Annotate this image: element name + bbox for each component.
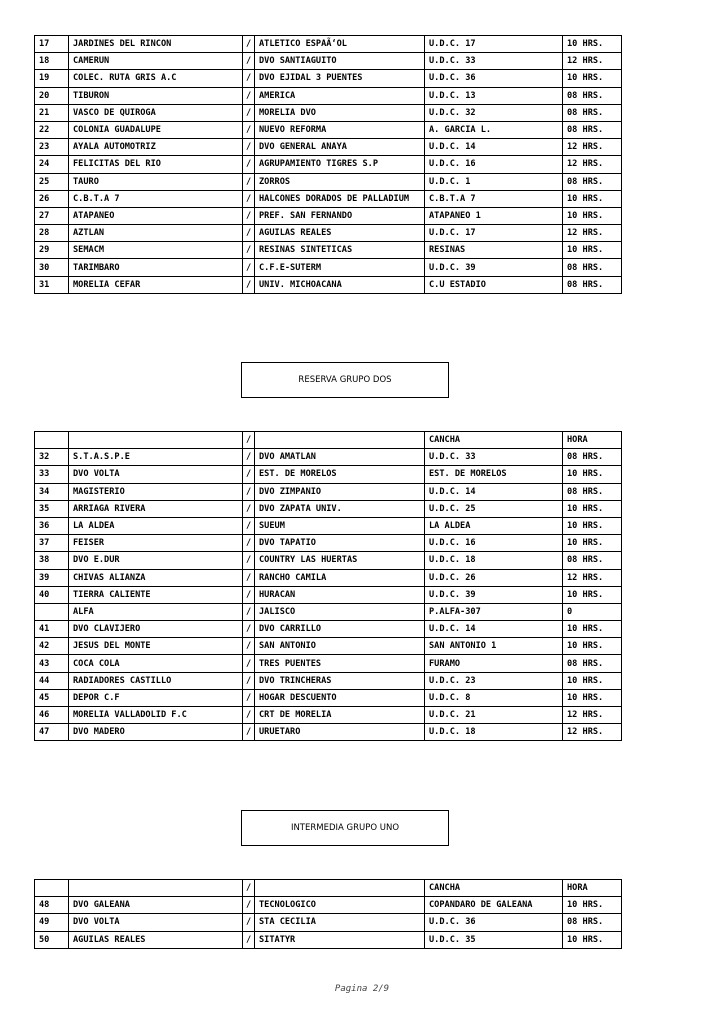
separator-cell: / bbox=[243, 156, 255, 173]
table-row bbox=[35, 449, 622, 466]
venue-cell: U.D.C. 16 bbox=[425, 156, 563, 173]
home-team-cell: ARRIAGA RIVERA bbox=[69, 500, 243, 517]
venue-cell: C.U ESTADIO bbox=[425, 276, 563, 293]
venue-cell: U.D.C. 1 bbox=[425, 173, 563, 190]
section-title-intermedia bbox=[241, 810, 449, 846]
away-team-cell: DVO ZAPATA UNIV. bbox=[255, 500, 425, 517]
table-row bbox=[35, 500, 622, 517]
time-cell: HORA bbox=[563, 432, 622, 449]
match-number-cell: 22 bbox=[35, 121, 69, 138]
separator-cell: / bbox=[243, 535, 255, 552]
match-number-cell: 37 bbox=[35, 535, 69, 552]
separator-cell: / bbox=[243, 586, 255, 603]
separator-cell: / bbox=[243, 449, 255, 466]
home-team-cell: DVO GALEANA bbox=[69, 897, 243, 914]
table-row bbox=[35, 672, 622, 689]
time-cell: 10 HRS. bbox=[563, 207, 622, 224]
separator-cell: / bbox=[243, 87, 255, 104]
match-number-cell: 23 bbox=[35, 139, 69, 156]
separator-cell: / bbox=[243, 70, 255, 87]
venue-cell: U.D.C. 14 bbox=[425, 483, 563, 500]
match-number-cell: 28 bbox=[35, 225, 69, 242]
venue-cell: ATAPANEO 1 bbox=[425, 207, 563, 224]
separator-cell: / bbox=[243, 207, 255, 224]
time-cell: 10 HRS. bbox=[563, 517, 622, 534]
table-row bbox=[35, 259, 622, 276]
home-team-cell: LA ALDEA bbox=[69, 517, 243, 534]
time-cell: 08 HRS. bbox=[563, 121, 622, 138]
home-team-cell: DVO VOLTA bbox=[69, 914, 243, 931]
table-row bbox=[35, 552, 622, 569]
venue-cell: U.D.C. 32 bbox=[425, 104, 563, 121]
separator-cell: / bbox=[243, 242, 255, 259]
separator-cell: / bbox=[243, 500, 255, 517]
match-number-cell: 46 bbox=[35, 707, 69, 724]
time-cell: 12 HRS. bbox=[563, 156, 622, 173]
home-team-cell: CAMERUN bbox=[69, 53, 243, 70]
time-cell: 10 HRS. bbox=[563, 535, 622, 552]
time-cell: 10 HRS. bbox=[563, 689, 622, 706]
match-number-cell: 42 bbox=[35, 638, 69, 655]
time-cell: 10 HRS. bbox=[563, 500, 622, 517]
match-number-cell: 33 bbox=[35, 466, 69, 483]
away-team-cell: DVO GENERAL ANAYA bbox=[255, 139, 425, 156]
home-team-cell: MAGISTERIO bbox=[69, 483, 243, 500]
venue-cell: CANCHA bbox=[425, 432, 563, 449]
venue-cell: U.D.C. 39 bbox=[425, 586, 563, 603]
venue-cell: U.D.C. 36 bbox=[425, 70, 563, 87]
away-team-cell: STA CECILIA bbox=[255, 914, 425, 931]
venue-cell: U.D.C. 18 bbox=[425, 724, 563, 741]
separator-cell: / bbox=[243, 104, 255, 121]
away-team-cell: EST. DE MORELOS bbox=[255, 466, 425, 483]
venue-cell: EST. DE MORELOS bbox=[425, 466, 563, 483]
time-cell: 12 HRS. bbox=[563, 569, 622, 586]
venue-cell: U.D.C. 8 bbox=[425, 689, 563, 706]
away-team-cell: DVO ZIMPANIO bbox=[255, 483, 425, 500]
match-number-cell: 31 bbox=[35, 276, 69, 293]
table-row bbox=[35, 535, 622, 552]
away-team-cell: DVO EJIDAL 3 PUENTES bbox=[255, 70, 425, 87]
away-team-cell: COUNTRY LAS HUERTAS bbox=[255, 552, 425, 569]
away-team-cell: UNIV. MICHOACANA bbox=[255, 276, 425, 293]
away-team-cell: DVO CARRILLO bbox=[255, 621, 425, 638]
venue-cell: LA ALDEA bbox=[425, 517, 563, 534]
away-team-cell: TRES PUENTES bbox=[255, 655, 425, 672]
time-cell: 12 HRS. bbox=[563, 225, 622, 242]
home-team-cell: JESUS DEL MONTE bbox=[69, 638, 243, 655]
match-number-cell bbox=[35, 603, 69, 620]
separator-cell: / bbox=[243, 621, 255, 638]
match-number-cell bbox=[35, 880, 69, 897]
home-team-cell: MORELIA CEFAR bbox=[69, 276, 243, 293]
match-number-cell: 49 bbox=[35, 914, 69, 931]
away-team-cell: MORELIA DVO bbox=[255, 104, 425, 121]
match-number-cell: 43 bbox=[35, 655, 69, 672]
time-cell: 10 HRS. bbox=[563, 672, 622, 689]
time-cell: 10 HRS. bbox=[563, 586, 622, 603]
section-title-text: RESERVA GRUPO DOS bbox=[298, 375, 392, 385]
home-team-cell: ALFA bbox=[69, 603, 243, 620]
venue-cell: U.D.C. 35 bbox=[425, 931, 563, 948]
venue-cell: U.D.C. 21 bbox=[425, 707, 563, 724]
separator-cell: / bbox=[243, 139, 255, 156]
away-team-cell: ATLETICO ESPAÃ‘OL bbox=[255, 36, 425, 53]
table-row bbox=[35, 53, 622, 70]
match-number-cell: 40 bbox=[35, 586, 69, 603]
schedule-table-reserva bbox=[34, 431, 622, 741]
match-number-cell: 17 bbox=[35, 36, 69, 53]
table-row bbox=[35, 276, 622, 293]
time-cell: 10 HRS. bbox=[563, 621, 622, 638]
time-cell: 10 HRS. bbox=[563, 70, 622, 87]
separator-cell: / bbox=[243, 603, 255, 620]
match-number-cell: 25 bbox=[35, 173, 69, 190]
separator-cell: / bbox=[243, 483, 255, 500]
match-number-cell: 38 bbox=[35, 552, 69, 569]
time-cell: 08 HRS. bbox=[563, 173, 622, 190]
away-team-cell: C.F.E-SUTERM bbox=[255, 259, 425, 276]
time-cell: 12 HRS. bbox=[563, 139, 622, 156]
time-cell: 12 HRS. bbox=[563, 707, 622, 724]
time-cell: 10 HRS. bbox=[563, 897, 622, 914]
away-team-cell: DVO AMATLAN bbox=[255, 449, 425, 466]
venue-cell: FURAMO bbox=[425, 655, 563, 672]
time-cell: 08 HRS. bbox=[563, 276, 622, 293]
away-team-cell: HOGAR DESCUENTO bbox=[255, 689, 425, 706]
section-title-text: INTERMEDIA GRUPO UNO bbox=[290, 823, 400, 833]
table-row bbox=[35, 466, 622, 483]
venue-cell: U.D.C. 14 bbox=[425, 621, 563, 638]
away-team-cell: HURACAN bbox=[255, 586, 425, 603]
home-team-cell: TAURO bbox=[69, 173, 243, 190]
separator-cell: / bbox=[243, 724, 255, 741]
table-row bbox=[35, 897, 622, 914]
venue-cell: SAN ANTONIO 1 bbox=[425, 638, 563, 655]
match-number-cell: 47 bbox=[35, 724, 69, 741]
table-row bbox=[35, 689, 622, 706]
venue-cell: P.ALFA-307 bbox=[425, 603, 563, 620]
time-cell: 10 HRS. bbox=[563, 36, 622, 53]
match-number-cell: 24 bbox=[35, 156, 69, 173]
match-number-cell: 21 bbox=[35, 104, 69, 121]
home-team-cell: JARDINES DEL RINCON bbox=[69, 36, 243, 53]
match-number-cell: 34 bbox=[35, 483, 69, 500]
time-cell: 10 HRS. bbox=[563, 466, 622, 483]
table-row bbox=[35, 87, 622, 104]
table-row bbox=[35, 914, 622, 931]
away-team-cell: SAN ANTONIO bbox=[255, 638, 425, 655]
separator-cell: / bbox=[243, 638, 255, 655]
match-number-cell bbox=[35, 432, 69, 449]
away-team-cell: TECNOLOGICO bbox=[255, 897, 425, 914]
away-team-cell: URUETARO bbox=[255, 724, 425, 741]
table-row bbox=[35, 724, 622, 741]
separator-cell: / bbox=[243, 466, 255, 483]
table-row bbox=[35, 569, 622, 586]
table-row bbox=[35, 156, 622, 173]
away-team-cell: SUEUM bbox=[255, 517, 425, 534]
home-team-cell: FELICITAS DEL RIO bbox=[69, 156, 243, 173]
table-row bbox=[35, 104, 622, 121]
away-team-cell bbox=[255, 432, 425, 449]
home-team-cell: COCA COLA bbox=[69, 655, 243, 672]
separator-cell: / bbox=[243, 173, 255, 190]
home-team-cell: TIBURON bbox=[69, 87, 243, 104]
away-team-cell bbox=[255, 880, 425, 897]
match-number-cell: 45 bbox=[35, 689, 69, 706]
separator-cell: / bbox=[243, 36, 255, 53]
venue-cell: C.B.T.A 7 bbox=[425, 190, 563, 207]
home-team-cell: TARIMBARO bbox=[69, 259, 243, 276]
home-team-cell bbox=[69, 880, 243, 897]
separator-cell: / bbox=[243, 517, 255, 534]
away-team-cell: ZORROS bbox=[255, 173, 425, 190]
venue-cell: U.D.C. 13 bbox=[425, 87, 563, 104]
time-cell: 12 HRS. bbox=[563, 53, 622, 70]
home-team-cell: C.B.T.A 7 bbox=[69, 190, 243, 207]
venue-cell: U.D.C. 14 bbox=[425, 139, 563, 156]
separator-cell: / bbox=[243, 259, 255, 276]
home-team-cell: CHIVAS ALIANZA bbox=[69, 569, 243, 586]
separator-cell: / bbox=[243, 897, 255, 914]
table-row bbox=[35, 432, 622, 449]
venue-cell: U.D.C. 36 bbox=[425, 914, 563, 931]
time-cell: 10 HRS. bbox=[563, 638, 622, 655]
match-number-cell: 27 bbox=[35, 207, 69, 224]
away-team-cell: NUEVO REFORMA bbox=[255, 121, 425, 138]
time-cell: 10 HRS. bbox=[563, 190, 622, 207]
time-cell: 10 HRS. bbox=[563, 242, 622, 259]
table-row bbox=[35, 121, 622, 138]
home-team-cell: S.T.A.S.P.E bbox=[69, 449, 243, 466]
time-cell: 08 HRS. bbox=[563, 259, 622, 276]
separator-cell: / bbox=[243, 225, 255, 242]
match-number-cell: 30 bbox=[35, 259, 69, 276]
time-cell: 08 HRS. bbox=[563, 552, 622, 569]
separator-cell: / bbox=[243, 672, 255, 689]
match-number-cell: 19 bbox=[35, 70, 69, 87]
table-row bbox=[35, 207, 622, 224]
away-team-cell: DVO TAPATIO bbox=[255, 535, 425, 552]
away-team-cell: CRT DE MORELIA bbox=[255, 707, 425, 724]
separator-cell: / bbox=[243, 121, 255, 138]
table-row bbox=[35, 173, 622, 190]
schedule-table-intermedia bbox=[34, 879, 622, 949]
venue-cell: U.D.C. 25 bbox=[425, 500, 563, 517]
home-team-cell: DVO VOLTA bbox=[69, 466, 243, 483]
away-team-cell: JALISCO bbox=[255, 603, 425, 620]
separator-cell: / bbox=[243, 880, 255, 897]
home-team-cell: SEMACM bbox=[69, 242, 243, 259]
away-team-cell: RANCHO CAMILA bbox=[255, 569, 425, 586]
separator-cell: / bbox=[243, 432, 255, 449]
table-row bbox=[35, 190, 622, 207]
table-row bbox=[35, 225, 622, 242]
match-number-cell: 26 bbox=[35, 190, 69, 207]
page-footer: Pagina 2/9 bbox=[334, 984, 390, 994]
venue-cell: A. GARCIA L. bbox=[425, 121, 563, 138]
match-number-cell: 20 bbox=[35, 87, 69, 104]
away-team-cell: HALCONES DORADOS DE PALLADIUM bbox=[255, 190, 425, 207]
time-cell: 08 HRS. bbox=[563, 87, 622, 104]
away-team-cell: AGRUPAMIENTO TIGRES S.P bbox=[255, 156, 425, 173]
venue-cell: U.D.C. 23 bbox=[425, 672, 563, 689]
time-cell: 12 HRS. bbox=[563, 724, 622, 741]
home-team-cell bbox=[69, 432, 243, 449]
match-number-cell: 32 bbox=[35, 449, 69, 466]
home-team-cell: TIERRA CALIENTE bbox=[69, 586, 243, 603]
table-row bbox=[35, 483, 622, 500]
separator-cell: / bbox=[243, 931, 255, 948]
match-number-cell: 41 bbox=[35, 621, 69, 638]
separator-cell: / bbox=[243, 914, 255, 931]
home-team-cell: DVO MADERO bbox=[69, 724, 243, 741]
home-team-cell: COLONIA GUADALUPE bbox=[69, 121, 243, 138]
separator-cell: / bbox=[243, 655, 255, 672]
venue-cell: U.D.C. 17 bbox=[425, 36, 563, 53]
time-cell: 08 HRS. bbox=[563, 483, 622, 500]
table-row bbox=[35, 36, 622, 53]
venue-cell: CANCHA bbox=[425, 880, 563, 897]
match-number-cell: 29 bbox=[35, 242, 69, 259]
table-row bbox=[35, 242, 622, 259]
table-row bbox=[35, 139, 622, 156]
table-row bbox=[35, 586, 622, 603]
separator-cell: / bbox=[243, 569, 255, 586]
venue-cell: U.D.C. 33 bbox=[425, 53, 563, 70]
schedule-table-group-one bbox=[34, 35, 622, 294]
away-team-cell: AMERICA bbox=[255, 87, 425, 104]
table-row bbox=[35, 603, 622, 620]
time-cell: 08 HRS. bbox=[563, 449, 622, 466]
table-row bbox=[35, 70, 622, 87]
home-team-cell: FEISER bbox=[69, 535, 243, 552]
separator-cell: / bbox=[243, 190, 255, 207]
time-cell: 08 HRS. bbox=[563, 914, 622, 931]
separator-cell: / bbox=[243, 689, 255, 706]
venue-cell: U.D.C. 33 bbox=[425, 449, 563, 466]
home-team-cell: VASCO DE QUIROGA bbox=[69, 104, 243, 121]
table-row bbox=[35, 707, 622, 724]
venue-cell: U.D.C. 16 bbox=[425, 535, 563, 552]
separator-cell: / bbox=[243, 53, 255, 70]
home-team-cell: COLEC. RUTA GRIS A.C bbox=[69, 70, 243, 87]
match-number-cell: 48 bbox=[35, 897, 69, 914]
venue-cell: RESINAS bbox=[425, 242, 563, 259]
time-cell: 10 HRS. bbox=[563, 931, 622, 948]
match-number-cell: 39 bbox=[35, 569, 69, 586]
table-row bbox=[35, 517, 622, 534]
table-row bbox=[35, 655, 622, 672]
match-number-cell: 18 bbox=[35, 53, 69, 70]
home-team-cell: DVO E.DUR bbox=[69, 552, 243, 569]
home-team-cell: DEPOR C.F bbox=[69, 689, 243, 706]
time-cell: HORA bbox=[563, 880, 622, 897]
table-row bbox=[35, 638, 622, 655]
venue-cell: U.D.C. 17 bbox=[425, 225, 563, 242]
home-team-cell: AYALA AUTOMOTRIZ bbox=[69, 139, 243, 156]
time-cell: 08 HRS. bbox=[563, 655, 622, 672]
venue-cell: COPANDARO DE GALEANA bbox=[425, 897, 563, 914]
home-team-cell: AGUILAS REALES bbox=[69, 931, 243, 948]
venue-cell: U.D.C. 26 bbox=[425, 569, 563, 586]
time-cell: 0 bbox=[563, 603, 622, 620]
home-team-cell: ATAPANEO bbox=[69, 207, 243, 224]
section-title-reserva bbox=[241, 362, 449, 398]
separator-cell: / bbox=[243, 276, 255, 293]
away-team-cell: AGUILAS REALES bbox=[255, 225, 425, 242]
match-number-cell: 36 bbox=[35, 517, 69, 534]
home-team-cell: AZTLAN bbox=[69, 225, 243, 242]
away-team-cell: DVO TRINCHERAS bbox=[255, 672, 425, 689]
venue-cell: U.D.C. 18 bbox=[425, 552, 563, 569]
home-team-cell: DVO CLAVIJERO bbox=[69, 621, 243, 638]
venue-cell: U.D.C. 39 bbox=[425, 259, 563, 276]
away-team-cell: PREF. SAN FERNANDO bbox=[255, 207, 425, 224]
match-number-cell: 35 bbox=[35, 500, 69, 517]
table-row bbox=[35, 880, 622, 897]
separator-cell: / bbox=[243, 707, 255, 724]
time-cell: 08 HRS. bbox=[563, 104, 622, 121]
away-team-cell: SITATYR bbox=[255, 931, 425, 948]
home-team-cell: RADIADORES CASTILLO bbox=[69, 672, 243, 689]
away-team-cell: RESINAS SINTETICAS bbox=[255, 242, 425, 259]
match-number-cell: 50 bbox=[35, 931, 69, 948]
home-team-cell: MORELIA VALLADOLID F.C bbox=[69, 707, 243, 724]
match-number-cell: 44 bbox=[35, 672, 69, 689]
table-row bbox=[35, 931, 622, 948]
table-row bbox=[35, 621, 622, 638]
away-team-cell: DVO SANTIAGUITO bbox=[255, 53, 425, 70]
separator-cell: / bbox=[243, 552, 255, 569]
